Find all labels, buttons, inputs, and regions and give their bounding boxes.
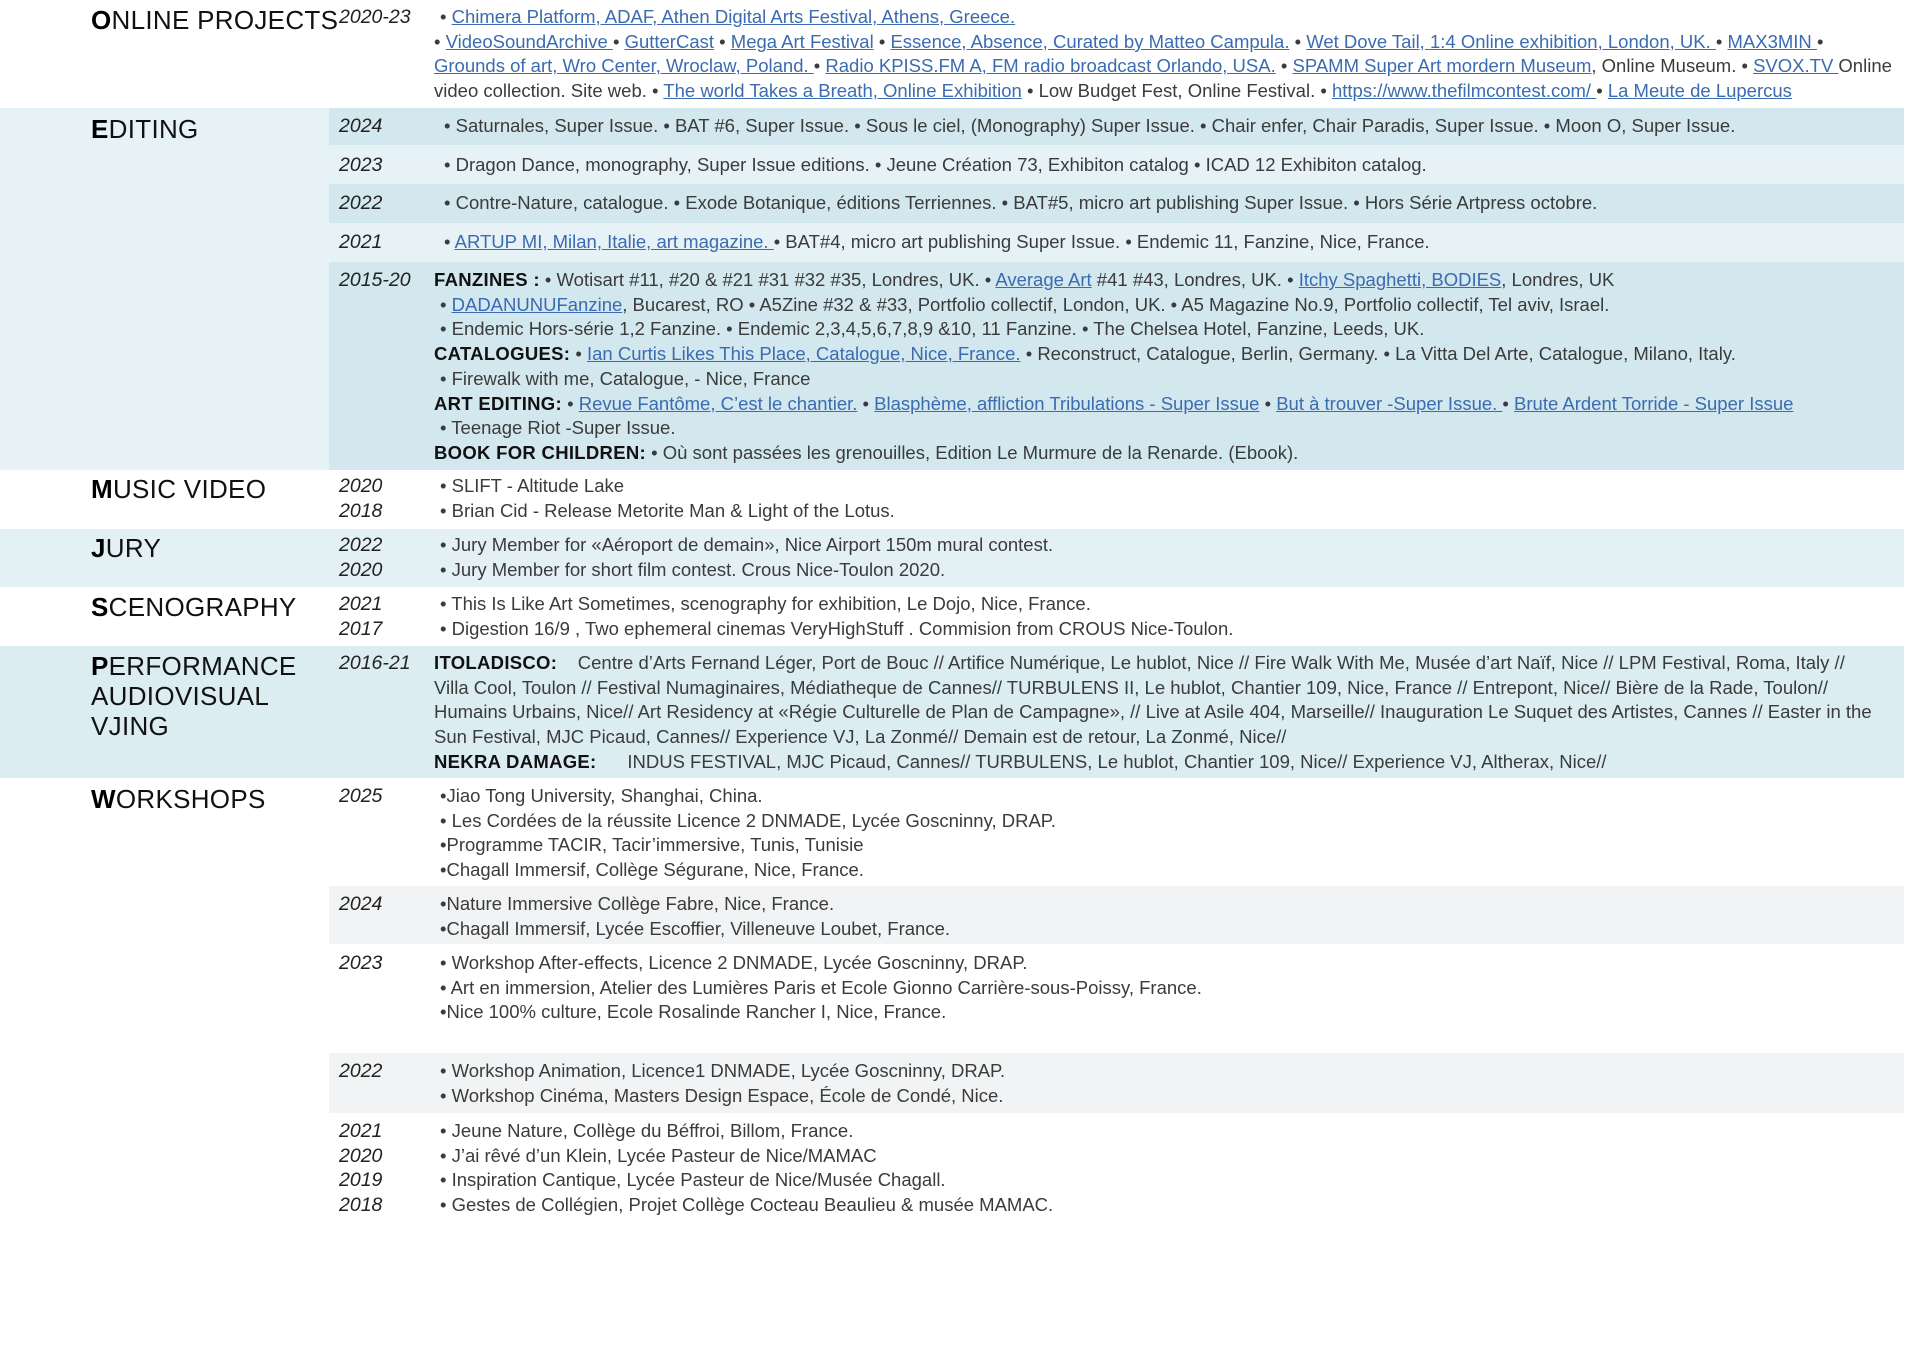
year-performance: 2016-21 <box>339 652 411 674</box>
list-item: •Nature Immersive Collège Fabre, Nice, France. <box>440 893 835 914</box>
editing-2021-text <box>444 230 1430 255</box>
project-link[interactable]: The world Takes a Breath, Online Exhibition <box>663 80 1022 102</box>
catalogues-line-1 <box>570 343 1736 364</box>
project-link[interactable]: Essence, Absence, Curated by Matteo Campula. <box>890 30 1290 52</box>
inline-text: • <box>561 392 579 414</box>
heading-audiovisual: AUDIOVISUAL <box>91 681 270 711</box>
list-item: • This Is Like Art Sometimes, scenography for exhibition, Le Dojo, Nice, France. <box>440 593 1091 614</box>
year-workshops-2025: 2025 <box>339 785 383 807</box>
project-link[interactable]: Radio KPISS.FM A, FM radio broadcast Orlando, USA. <box>825 55 1276 77</box>
years-jury: 2022 2020 <box>339 534 383 581</box>
inline-text: • Wotisart #11, #20 & #21 #31 #32 #35, Londres, UK. • <box>539 269 996 290</box>
inline-text: • <box>1502 392 1515 414</box>
heading-performance: PERFORMANCE AUDIOVISUAL VJING <box>91 651 297 741</box>
inline-text: • BAT#4, micro art publishing Super Issue. • Endemic 11, Fanzine, Nice, France. <box>773 231 1430 252</box>
fanzines-line-3: • Endemic Hors-série 1,2 Fanzine. • Endemic 2,3,4,5,6,7,8,9 &10, 11 Fanzine. • The Chelsea Hotel, Fanzine, Leeds, UK. <box>440 318 1425 340</box>
performance-block <box>434 651 1876 775</box>
scenography-list <box>440 592 1233 641</box>
itoladisco-label: ITOLADISCO: <box>434 652 558 673</box>
inline-text: • <box>813 55 826 77</box>
inline-text: • <box>873 30 891 52</box>
project-link[interactable]: Mega Art Festival <box>730 30 874 52</box>
list-item: •Jiao Tong University, Shanghai, China. <box>440 785 763 806</box>
list-item: •Programme TACIR, Tacir’immersive, Tunis, Tunisie <box>440 834 864 856</box>
children-text: • Où sont passées les grenouilles, Edition Le Murmure de la Renarde. (Ebook). <box>645 441 1299 463</box>
project-link[interactable]: Itchy Spaghetti, BODIES <box>1298 269 1502 290</box>
list-item: • Gestes de Collégien, Projet Collège Cocteau Beaulieu & musée MAMAC. <box>440 1194 1054 1216</box>
music-video-list <box>440 474 895 523</box>
inline-text: • <box>1259 392 1277 414</box>
inline-text: • <box>1275 55 1293 77</box>
children-label: BOOK FOR CHILDREN: <box>434 441 646 463</box>
inline-text: • <box>440 293 452 315</box>
list-item: •Nice 100% culture, Ecole Rosalinde Rancher I, Nice, France. <box>440 1001 947 1023</box>
workshops-2024-list <box>440 892 950 941</box>
project-link[interactable]: Ian Curtis Likes This Place, Catalogue, Nice, France. <box>586 343 1021 365</box>
art-editing-line-1 <box>562 393 1793 414</box>
years-music-video: 2020 2018 <box>339 475 383 522</box>
inline-text: • Low Budget Fest, Online Festival. • <box>1021 80 1332 102</box>
year-editing-2022: 2022 <box>339 192 383 214</box>
list-item: • Jury Member for short film contest. Crous Nice-Toulon 2020. <box>440 558 946 580</box>
nekra-label: NEKRA DAMAGE: <box>434 750 597 772</box>
year-editing-2015-20: 2015-20 <box>339 269 411 291</box>
project-link[interactable]: SVOX.TV <box>1753 55 1839 77</box>
project-link[interactable]: But à trouver -Super Issue. <box>1276 392 1503 414</box>
year-editing-2023: 2023 <box>339 154 383 176</box>
heading-jury: JURY <box>91 533 162 563</box>
inline-text: • <box>570 343 587 365</box>
inline-text: • Reconstruct, Catalogue, Berlin, Germany. • La Vitta Del Arte, Catalogue, Milano, Italy. <box>1020 343 1736 365</box>
heading-scenography: SCENOGRAPHY <box>91 592 297 622</box>
inline-text: • <box>1596 80 1608 102</box>
inline-text: #41 #43, Londres, UK. • <box>1091 269 1299 290</box>
art-editing-label: ART EDITING: <box>434 392 562 414</box>
year-workshops-2022: 2022 <box>339 1060 383 1082</box>
project-link[interactable]: Revue Fantôme, C’est le chantier. <box>578 392 858 414</box>
list-item: • Inspiration Cantique, Lycée Pasteur de Nice/Musée Chagall. <box>440 1169 946 1191</box>
inline-text: • <box>714 30 731 52</box>
online-line-1 <box>434 5 1892 30</box>
list-item: • J’ai rêvé d’un Klein, Lycée Pasteur de Nice/MAMAC <box>440 1144 877 1166</box>
list-item: • Art en immersion, Atelier des Lumières Paris et Ecole Gionno Carrière-sous-Poissy, France. <box>440 976 1202 998</box>
art-editing-line-2: • Teenage Riot -Super Issue. <box>440 417 676 439</box>
inline-text: • <box>1715 30 1728 52</box>
list-item: • Jeune Nature, Collège du Béffroi, Billom, France. <box>440 1120 854 1141</box>
inline-text: video collection. Site web. • <box>434 80 664 102</box>
project-link[interactable]: Blasphème, affliction Tribulations - Super Issue <box>874 392 1260 414</box>
years-workshops-2018-2021: 2021 2020 2019 2018 <box>339 1120 383 1217</box>
workshops-2025-list <box>440 784 1056 883</box>
heading-vjing: VJING <box>91 711 170 741</box>
inline-text: Online <box>1838 55 1892 77</box>
inline-text: • <box>444 231 455 252</box>
inline-text: • <box>440 6 452 27</box>
heading-online-projects: ONLINE PROJECTS <box>91 5 339 35</box>
project-link[interactable]: Chimera Platform, ADAF, Athen Digital Arts Festival, Athens, Greece. <box>451 6 1016 27</box>
workshops-2018-2021-list <box>440 1119 1053 1218</box>
online-line-4 <box>434 79 1892 104</box>
year-workshops-2023: 2023 <box>339 952 383 974</box>
online-line-2 <box>434 30 1892 55</box>
year-workshops-2024: 2024 <box>339 893 383 915</box>
inline-text: • <box>1289 30 1307 52</box>
inline-text: • <box>612 30 625 52</box>
heading-music-video: MUSIC VIDEO <box>91 474 267 504</box>
project-link[interactable]: https://www.thefilmcontest.com/ <box>1331 80 1597 102</box>
list-item: • Les Cordées de la réussite Licence 2 DNMADE, Lycée Goscninny, DRAP. <box>440 809 1056 831</box>
inline-text: • <box>434 30 446 52</box>
fanzines-label: FANZINES : <box>434 269 540 290</box>
year-editing-2021: 2021 <box>339 231 383 253</box>
project-link[interactable]: ARTUP MI, Milan, Italie, art magazine. <box>454 231 774 252</box>
list-item: • Digestion 16/9 , Two ephemeral cinemas VeryHighStuff . Commision from CROUS Nice-Toulon. <box>440 617 1234 639</box>
workshops-2022-list <box>440 1059 1005 1108</box>
catalogues-line-2: • Firewalk with me, Catalogue, - Nice, France <box>440 367 811 389</box>
project-link[interactable]: Brute Ardent Torride - Super Issue <box>1514 392 1794 414</box>
years-scenography: 2021 2017 <box>339 593 383 640</box>
project-link[interactable]: DADANUNUFanzine <box>451 293 623 315</box>
editing-2022-text: • Contre-Nature, catalogue. • Exode Botanique, éditions Terriennes. • BAT#5, micro art publishing Super Issue. • Hors Série Artpress octobre. <box>444 192 1598 213</box>
online-projects-list <box>434 5 1892 104</box>
list-item: • Jury Member for «Aéroport de demain», Nice Airport 150m mural contest. <box>440 534 1054 555</box>
list-item: •Chagall Immersif, Lycée Escoffier, Villeneuve Loubet, France. <box>440 917 951 939</box>
list-item: • Workshop Animation, Licence1 DNMADE, Lycée Goscninny, DRAP. <box>440 1060 1006 1081</box>
project-link[interactable]: Wet Dove Tail, 1:4 Online exhibition, London, UK. <box>1306 30 1716 52</box>
project-link[interactable]: La Meute de Lupercus <box>1607 80 1792 102</box>
fanzines-line-2 <box>434 293 1793 318</box>
jury-list <box>440 533 1053 582</box>
project-link[interactable]: MAX3MIN <box>1727 30 1817 52</box>
workshops-2023-list <box>440 951 1202 1025</box>
inline-text: , Bucarest, RO • A5Zine #32 & #33, Portfolio collectif, London, UK. • A5 Magazine No.9, Portfolio collectif, Tel aviv, Israel. <box>622 293 1610 315</box>
list-item: •Chagall Immersif, Collège Ségurane, Nice, France. <box>440 859 864 881</box>
year-editing-2024: 2024 <box>339 115 383 137</box>
project-link[interactable]: SPAMM Super Art mordern Museum <box>1292 55 1592 77</box>
inline-text: , Londres, UK <box>1501 269 1615 290</box>
online-line-3 <box>434 54 1892 79</box>
inline-text: , Online Museum. • <box>1591 55 1754 77</box>
project-link[interactable]: VideoSoundArchive <box>445 30 613 52</box>
editing-2024-text: • Saturnales, Super Issue. • BAT #6, Super Issue. • Sous le ciel, (Monography) Super Issue. • Chair enfer, Chair Paradis, Super Issue. • Moon O, Super Issue. <box>444 115 1736 136</box>
editing-2015-20-block <box>434 268 1793 466</box>
editing-2023-text: • Dragon Dance, monography, Super Issue editions. • Jeune Création 73, Exhibiton catalog • ICAD 12 Exhibiton catalog. <box>444 154 1427 175</box>
editing-2021-line <box>444 230 1430 255</box>
project-link[interactable]: Average Art <box>995 269 1092 290</box>
catalogues-label: CATALOGUES: <box>434 343 571 365</box>
list-item: • Workshop After-effects, Licence 2 DNMADE, Lycée Goscninny, DRAP. <box>440 952 1028 973</box>
year-online-projects: 2020-23 <box>339 6 411 28</box>
heading-editing: EDITING <box>91 114 199 144</box>
itoladisco-text: Centre d’Arts Fernand Léger, Port de Bouc // Artifice Numérique, Le hublot, Nice // Fire Walk With Me, Musée d’art Naïf, Nice // LPM Festival, Roma, Italy // Villa Cool, Toulon // Festival Numaginaires, Médiatheque de Cannes// TURBULENS II, Le hublot, Chantier 109, Nice, France // Entrepont, Nice// Bière de la Rade, Toulon// Humains Urbains, Nice// Art Residency at «Régie Culturelle de Plan de Campagne», // Live at Asile 404, Marseille// Inauguration Le Suquet des Artistes, Cannes // Easter in the Sun Festival, MJC Picaud, Cannes// Experience VJ, La Zonmé// Demain est de retour, La Zonmé, Nice// <box>434 652 1872 748</box>
list-item: • Workshop Cinéma, Masters Design Espace, École de Condé, Nice. <box>440 1084 1004 1106</box>
inline-text: • <box>1816 30 1824 52</box>
list-item: • SLIFT - Altitude Lake <box>440 475 625 496</box>
list-item: • Brian Cid - Release Metorite Man & Light of the Lotus. <box>440 499 895 521</box>
project-link[interactable]: Grounds of art, Wro Center, Wroclaw, Poland. <box>434 55 814 77</box>
project-link[interactable]: GutterCast <box>624 30 715 52</box>
fanzines-line-1 <box>540 269 1615 290</box>
heading-workshops: WORKSHOPS <box>91 784 266 814</box>
nekra-text: INDUS FESTIVAL, MJC Picaud, Cannes// TURBULENS, Le hublot, Chantier 109, Nice// Experience VJ, Altherax, Nice// <box>627 750 1607 772</box>
inline-text: • <box>857 392 875 414</box>
